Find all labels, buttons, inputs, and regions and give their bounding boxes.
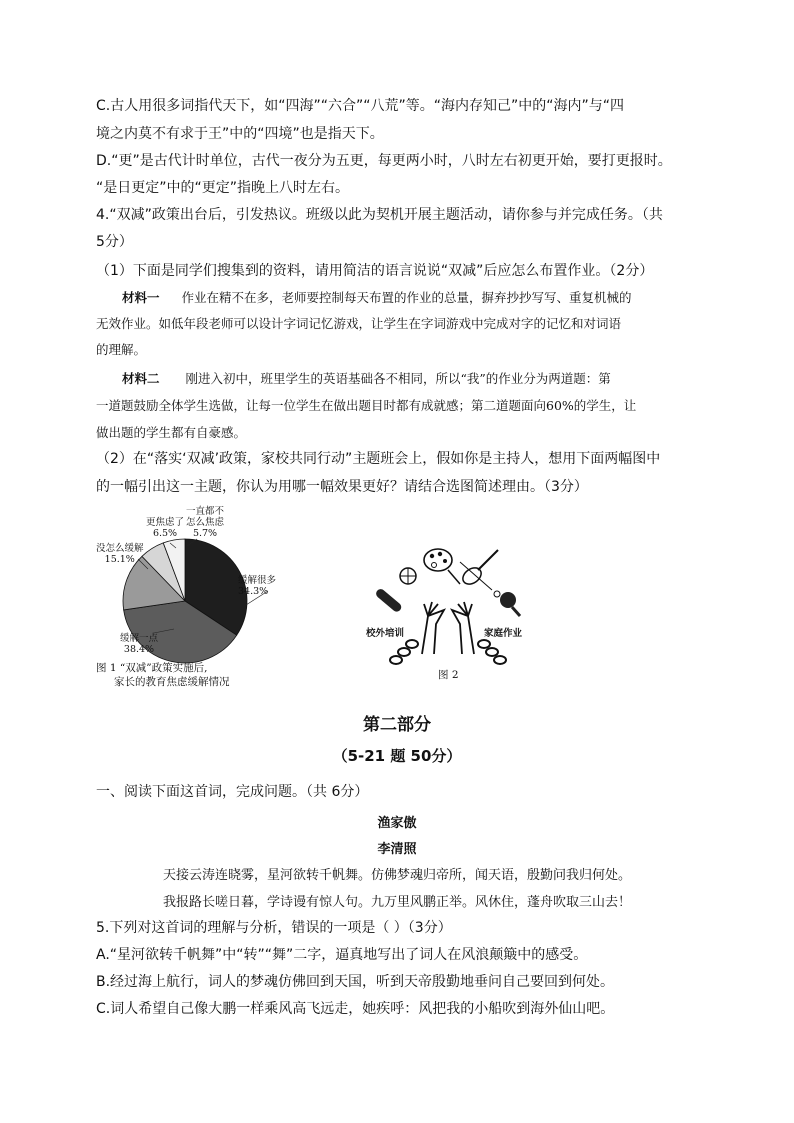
- section-1-heading: 一、阅读下面这首词，完成问题。（共 6分）: [96, 784, 369, 800]
- figure-2-caption: 图 2: [438, 669, 459, 681]
- left-chain-icon: [390, 640, 418, 664]
- poem-line-2: 我报路长嗟日暮，学诗谩有惊人句。九万里风鹏正举。风休住，蓬舟吹取三山去！: [162, 895, 631, 910]
- slice-label-2: 缓解一点 38.4%: [120, 633, 159, 655]
- question-4-1: （1）下面是同学们搜集到的资料，请用简洁的语言说说“双减”后应怎么布置作业。（2分）: [96, 263, 654, 279]
- material-2-label: 材料二: [122, 371, 160, 386]
- option-d-line1: D.“更”是古代计时单位，古代一夜分为五更，每更两小时，八时左右初更开始，要打更报时。: [96, 153, 672, 169]
- option-d-line2: “是日更定”中的“更定”指晚上八时左右。: [96, 180, 350, 196]
- question-5-stem: 5.下列对这首词的理解与分析，错误的一项是（ ）（3分）: [96, 920, 452, 936]
- material-2-line1: [122, 370, 611, 388]
- question-5-option-b: B.经过海上航行，词人的梦魂仿佛回到天国，听到天帝殷勤地垂问自己要回到何处。: [96, 974, 615, 990]
- question-4-line2: 5分）: [96, 234, 133, 250]
- material-1-line2: 无效作业。如低年段老师可以设计字词记忆游戏，让学生在字词游戏中完成对字的记忆和对词语: [96, 316, 622, 331]
- part-2-subtitle: （5-21 题 50分）: [332, 747, 462, 765]
- material-1-text1: 作业在精不在多，老师要控制每天布置的作业的总量，摒弃抄抄写写、重复机械的: [181, 290, 632, 305]
- ping-pong-paddle-icon: [494, 591, 520, 616]
- palette-icon: [424, 549, 460, 584]
- label-homework: 家庭作业: [484, 628, 523, 639]
- label-off-campus-training: 校外培训: [366, 628, 405, 639]
- figure-1-caption: 图 1 “双减”政策实施后, 家长的教育焦虑缓解情况: [96, 662, 230, 688]
- question-4-line1: 4.“双减”政策出台后，引发热议。班级以此为契机开展主题活动，请你参与并完成任务。（共: [96, 207, 663, 223]
- slice-label-1: 缓解很多 34.3%: [238, 575, 277, 597]
- slice-label-3: 没怎么缓解 15.1%: [96, 543, 144, 565]
- question-4-2-line1: （2）在“落实‘双减’政策，家校共同行动”主题班会上，假如你是主持人，想用下面两幅图中: [96, 451, 661, 467]
- figure-1-pie-chart: [90, 503, 280, 698]
- poem-title: 渔家傲: [377, 816, 417, 831]
- material-2-line3: 做出题的学生都有自豪感。: [96, 425, 247, 440]
- skateboard-icon: [374, 587, 403, 613]
- material-2-line2: 一道题鼓励全体学生选做，让每一位学生在做出题目时都有成就感；第二道题面向60%的学生，让: [96, 398, 637, 413]
- figure-2-svg: [352, 512, 542, 692]
- slice-label-5: 一直都不 怎么焦虑 5.7%: [186, 506, 225, 539]
- right-chain-icon: [478, 640, 506, 664]
- option-c-line1: C.古人用很多词指代天下，如“四海”“六合”“八荒”等。“海内存知己”中的“海内”与“四: [96, 98, 625, 114]
- question-4-2-line2: 的一幅引出这一主题，你认为用哪一幅效果更好？请结合选图简述理由。（3分）: [96, 479, 588, 495]
- question-5-option-a: A.“星河欲转千帆舞”中“转”“舞”二字，逼真地写出了词人在风浪颠簸中的感受。: [96, 947, 588, 963]
- figure-2-illustration: [352, 512, 542, 692]
- basketball-icon: [400, 568, 416, 584]
- option-c-line2: 境之内莫不有求于王”中的“四境”也是指天下。: [96, 126, 384, 142]
- material-2-text1: 刚进入初中，班里学生的英语基础各不相同，所以“我”的作业分为两道题：第: [185, 371, 611, 386]
- slice-label-4: 更焦虑了 6.5%: [146, 517, 185, 539]
- poem-line-1: 天接云涛连晓雾，星河欲转千帆舞。仿佛梦魂归帝所，闻天语，殷勤问我归何处。: [162, 868, 631, 883]
- poem-author: 李清照: [377, 842, 417, 857]
- part-2-title: 第二部分: [363, 715, 431, 735]
- question-5-option-c: C.词人希望自己像大鹏一样乘风高飞远走，她疾呼：风把我的小船吹到海外仙山吧。: [96, 1001, 615, 1017]
- material-1-label: 材料一: [122, 290, 160, 305]
- right-hand-icon: [452, 602, 474, 654]
- left-hand-icon: [422, 602, 444, 654]
- material-1-line1: [122, 289, 632, 307]
- material-1-line3: 的理解。: [96, 342, 147, 357]
- violin-icon: [460, 550, 498, 590]
